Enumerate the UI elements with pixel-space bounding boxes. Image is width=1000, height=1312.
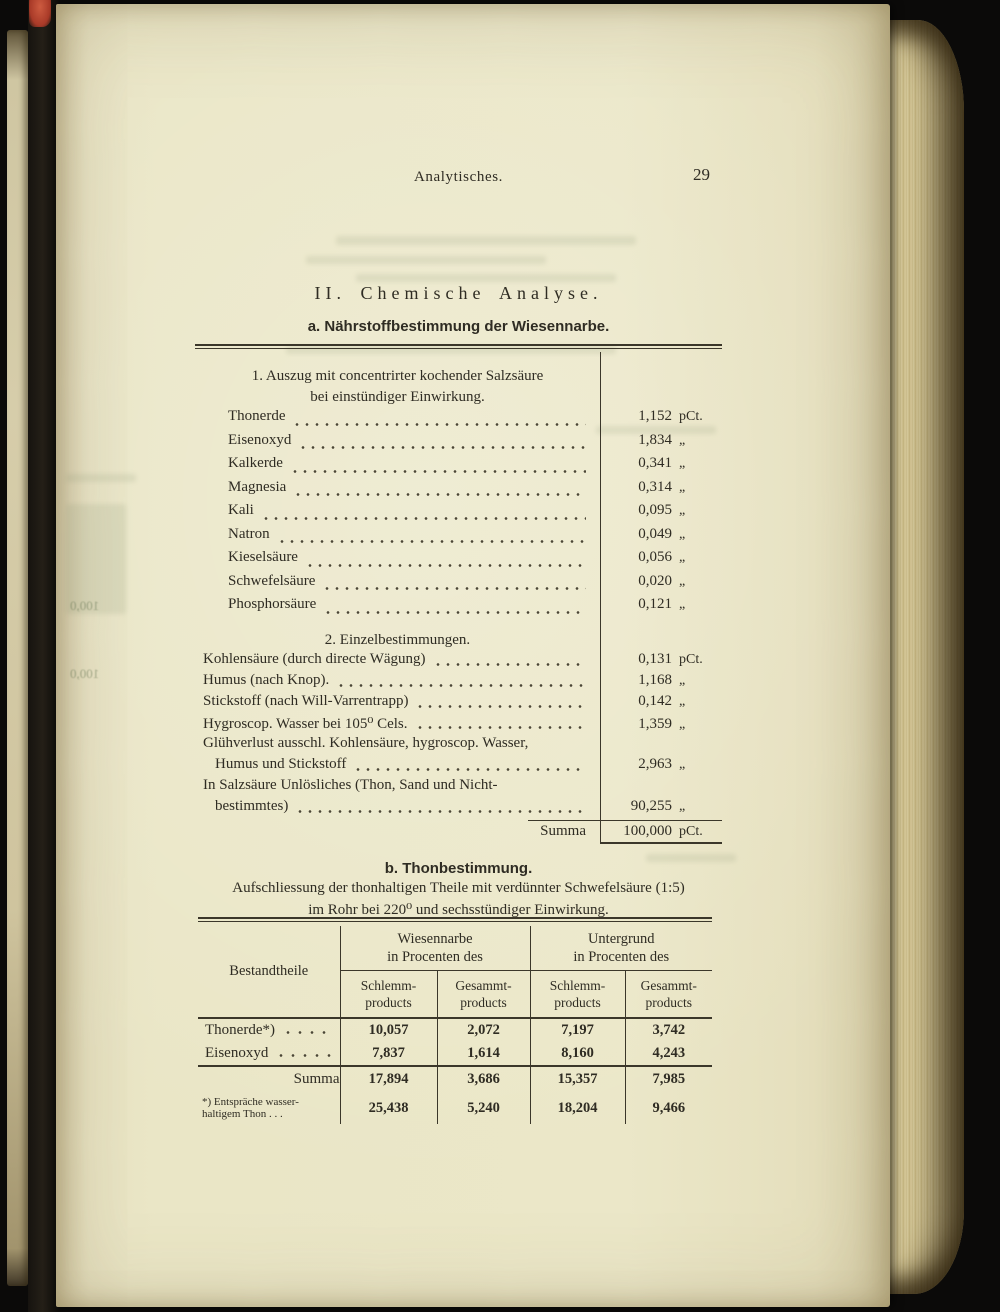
summa-value-cell [600, 823, 722, 840]
summa-label-cell: Summa [198, 1066, 340, 1092]
analysis-unit: „ [679, 550, 686, 565]
col-header-gesammtproducts [437, 971, 530, 1019]
analysis-value: 1,168 [638, 671, 672, 688]
group-header-line: in Procenten des [573, 949, 670, 965]
group-header-wiesennarbe [340, 926, 530, 971]
dot-leader [322, 586, 586, 591]
sub-header-line: Gesammt- [455, 978, 512, 993]
analysis-row [195, 672, 722, 693]
group-header-line: Untergrund [587, 931, 655, 947]
analysis-unit: pCt. [679, 651, 703, 667]
ghost-number: 100,0 [70, 598, 100, 613]
analysis-row-continuation [195, 798, 722, 819]
analysis-label: Kieselsäure [228, 549, 298, 565]
table-cell: 10,057 [340, 1018, 437, 1042]
ghost-bleedthrough [66, 474, 136, 482]
analysis-value-cell [600, 756, 722, 773]
analysis-value: 0,056 [638, 549, 672, 565]
table-cell: 3,686 [437, 1066, 530, 1092]
dot-leader [277, 539, 586, 544]
dot-leader [293, 492, 586, 497]
analysis-row [195, 714, 722, 735]
analysis-row [195, 573, 722, 597]
analysis-unit: „ [679, 672, 686, 688]
table-cell: 7,985 [625, 1066, 712, 1092]
analysis-row [195, 432, 722, 456]
table-cell: 15,357 [530, 1066, 625, 1092]
table-summa-row [198, 1066, 712, 1092]
analysis-unit: „ [679, 798, 686, 814]
ghost-bleedthrough [356, 274, 616, 282]
analysis-value: 90,255 [630, 797, 672, 814]
table-row [198, 1018, 712, 1042]
analysis-unit: „ [679, 503, 686, 518]
sub-header-line: Schlemm- [360, 978, 417, 993]
footnote-label-cell [198, 1092, 340, 1124]
dot-leader [353, 767, 586, 772]
summa-row [195, 823, 722, 840]
group-header-line: in Procenten des [387, 949, 483, 965]
analysis-value-cell [600, 596, 722, 613]
chapter-title: II. Chemische Analyse. [314, 283, 603, 303]
analysis-label: Kohlensäure (durch directe Wägung) [203, 650, 426, 667]
analysis-label: Phosphorsäure [228, 596, 317, 612]
part1-heading-line2: bei einstündiger Einwirkung. [310, 389, 485, 405]
analysis-value-cell [600, 672, 722, 689]
row-label-cell [198, 1018, 340, 1042]
analysis-value: 1,834 [638, 431, 672, 448]
dot-leader [298, 445, 586, 450]
dot-leader [323, 610, 586, 615]
sub-header-line: Gesammt- [640, 978, 697, 993]
summa-rule-bottom [600, 842, 722, 844]
analysis-value: 0,131 [638, 650, 672, 667]
table-cell: 8,160 [530, 1042, 625, 1066]
table-cell: 17,894 [340, 1066, 437, 1092]
analysis-value-cell [600, 455, 722, 472]
analysis-value: 0,049 [638, 525, 672, 542]
thon-table [198, 926, 712, 1124]
analysis-row-continuation [195, 756, 722, 777]
analysis-label: In Salzsäure Unlösliches (Thon, Sand und Nicht- [203, 776, 498, 793]
dot-leader [290, 469, 586, 474]
group-header-untergrund [530, 926, 712, 971]
analysis-value-cell [600, 502, 722, 519]
ghost-bleedthrough [306, 256, 546, 264]
dot-leader [433, 662, 586, 667]
footnote-line: *) Entspräche wasser- [202, 1095, 299, 1108]
binding-mark [29, 0, 51, 27]
sub-header-line: products [460, 995, 507, 1010]
analysis-value: 0,020 [638, 572, 672, 589]
analysis-value-cell [600, 693, 722, 710]
part2-items [195, 651, 722, 819]
running-header: Analytisches. [413, 169, 504, 185]
analysis-label: Humus und Stickstoff [215, 755, 347, 772]
dot-leader [295, 809, 586, 814]
sub-header-line: Schlemm- [549, 978, 606, 993]
section-b-intro [145, 878, 772, 921]
analysis-value: 1,152 [638, 408, 672, 424]
analysis-label: Hygroscop. Wasser bei 105⁰ Cels. [203, 715, 408, 732]
part2-heading: 2. Einzelbestimmungen. [324, 631, 471, 648]
analysis-label: Thonerde [228, 408, 286, 424]
dot-leader [415, 704, 586, 709]
dot-leader [275, 1053, 331, 1058]
part1-heading-line1: 1. Auszug mit concentrirter kochender Salzsäure [251, 368, 544, 384]
col-header-bestandtheile [198, 926, 340, 1018]
dot-leader [292, 422, 586, 427]
analysis-label: Eisenoxyd [228, 431, 292, 448]
analysis-value: 0,121 [638, 596, 672, 612]
row-label: Thonerde*) [205, 1022, 275, 1038]
table-row [198, 1042, 712, 1066]
ghost-bleedthrough [336, 236, 636, 245]
analysis-label: bestimmtes) [215, 797, 289, 814]
book-page [56, 4, 890, 1307]
part1-items [195, 408, 722, 620]
analysis-unit: „ [679, 573, 686, 589]
analysis-value-cell [600, 549, 722, 566]
table-cell: 2,072 [437, 1018, 530, 1042]
analysis-value: 0,095 [638, 502, 672, 518]
analysis-value-cell [600, 526, 722, 543]
analysis-row [195, 693, 722, 714]
col-header-schlemmproducts [340, 971, 437, 1019]
analysis-label: Stickstoff (nach Will-Varrentrapp) [203, 692, 409, 709]
ghost-number: 100,0 [70, 666, 100, 681]
analysis-value-cell [600, 479, 722, 496]
page-number: 29 [693, 165, 710, 184]
analysis-value-cell [600, 573, 722, 590]
analysis-label: Magnesia [228, 478, 287, 495]
vertical-rule [600, 352, 601, 844]
analysis-unit: „ [679, 716, 686, 732]
double-rule [195, 344, 722, 346]
group-header-line: Wiesennarbe [397, 931, 473, 947]
analysis-row [195, 408, 722, 432]
dot-leader [261, 516, 586, 521]
analysis-unit: „ [679, 597, 686, 612]
table-cell: 3,742 [652, 1022, 686, 1038]
sub-header-line: products [645, 995, 692, 1010]
table-cell: 25,438 [340, 1092, 437, 1124]
col-header-gesammtproducts [625, 971, 712, 1019]
sub-header-line: products [554, 995, 601, 1010]
analysis-value-cell [600, 408, 722, 425]
analysis-value-cell [600, 716, 722, 733]
analysis-label: Kali [228, 502, 254, 518]
analysis-value: 0,142 [638, 692, 672, 709]
analysis-label: Glühverlust ausschl. Kohlensäure, hygroscop. Wasser, [203, 734, 529, 751]
dot-leader [305, 563, 586, 568]
intro-line1: Aufschliessung der thonhaltigen Theile mit verdünnter Schwefelsäure (1:5) [232, 880, 685, 896]
col-header-label: Bestandtheile [229, 963, 309, 979]
dot-leader [415, 725, 587, 730]
section-a-heading: a. Nährstoffbestimmung der Wiesennarbe. [307, 318, 610, 335]
analysis-value: 0,341 [638, 455, 672, 471]
analysis-label: Natron [228, 525, 270, 542]
dot-leader [336, 683, 586, 688]
analysis-table [195, 352, 722, 844]
analysis-label: Humus (nach Knop). [203, 671, 330, 688]
analysis-value: 2,963 [638, 755, 672, 772]
table-cell: 4,243 [652, 1045, 686, 1061]
table-cell: 9,466 [652, 1099, 686, 1116]
row-label-cell [198, 1042, 340, 1066]
summa-label: Summa [540, 823, 586, 839]
footnote-line: haltigem Thon . . . [202, 1108, 283, 1120]
row-label: Eisenoxyd [205, 1045, 269, 1061]
analysis-value-cell [600, 798, 722, 815]
summa-value: 100,000 [623, 823, 672, 839]
col-header-schlemmproducts [530, 971, 625, 1019]
summa-unit: pCt. [679, 824, 703, 839]
page-edges [878, 20, 964, 1294]
analysis-value-cell [600, 432, 722, 449]
summa-rule-top [528, 820, 722, 821]
analysis-row [195, 502, 722, 526]
table-footnote-row [198, 1092, 712, 1124]
analysis-unit: „ [679, 693, 686, 709]
analysis-value: 1,359 [638, 715, 672, 732]
analysis-unit: pCt. [679, 409, 703, 424]
analysis-unit: „ [679, 756, 686, 772]
section-b-heading: b. Thonbestimmung. [384, 860, 533, 877]
analysis-value-cell [600, 651, 722, 668]
analysis-unit: „ [679, 456, 686, 471]
analysis-row [195, 735, 722, 756]
part1-heading [195, 352, 600, 408]
dot-leader [282, 1030, 332, 1035]
table-cell: 18,204 [530, 1092, 625, 1124]
analysis-row [195, 455, 722, 479]
analysis-row [195, 651, 722, 672]
analysis-row [195, 549, 722, 573]
analysis-row [195, 596, 722, 620]
table-cell: 1,614 [437, 1042, 530, 1066]
analysis-row [195, 479, 722, 503]
analysis-label: Schwefelsäure [228, 572, 316, 589]
analysis-value: 0,314 [638, 478, 672, 495]
sub-header-line: products [365, 995, 412, 1010]
table-cell: 7,197 [530, 1018, 625, 1042]
analysis-unit: „ [679, 526, 686, 542]
table-cell: 5,240 [437, 1092, 530, 1124]
analysis-row [195, 526, 722, 550]
analysis-label: Kalkerde [228, 455, 283, 471]
intro-line2: im Rohr bei 220⁰ und sechsstündiger Einwirkung. [308, 901, 609, 918]
table-cell: 7,837 [340, 1042, 437, 1066]
double-rule [198, 917, 712, 919]
analysis-row [195, 777, 722, 798]
analysis-unit: „ [679, 479, 686, 495]
analysis-unit: „ [679, 432, 686, 448]
book-cover-edge [7, 30, 28, 1286]
